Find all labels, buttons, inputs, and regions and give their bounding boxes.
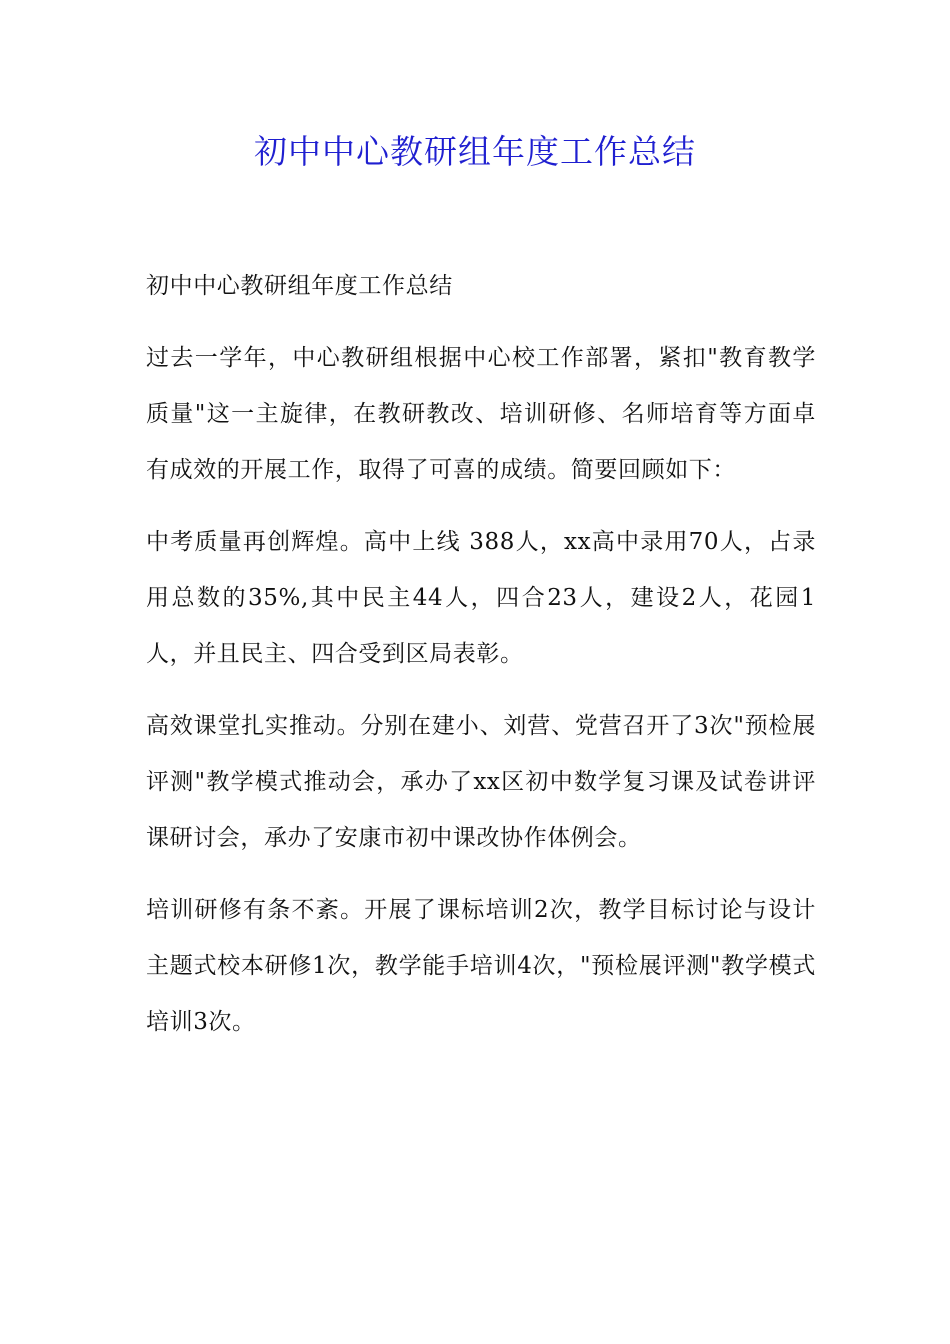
paragraph-training: 培训研修有条不紊。开展了课标培训2次，教学目标讨论与设计主题式校本研修1次，教学能手培训4次，"预检展评测"教学模式培训3次。 xyxy=(146,897,816,1035)
paragraph-exam-quality: 中考质量再创辉煌。高中上线 388人，xx高中录用70人，占录用总数的35%,其中民主44人，四合23人，建设2人，花园1人，并且民主、四合受到区局表彰。 xyxy=(146,529,816,667)
document-title: 初中中心教研组年度工作总结 xyxy=(254,132,696,171)
document-subtitle: 初中中心教研组年度工作总结 xyxy=(146,273,453,299)
paragraph-intro: 过去一学年，中心教研组根据中心校工作部署，紧扣"教育教学质量"这一主旋律，在教研教改、培训研修、名师培育等方面卓有成效的开展工作，取得了可喜的成绩。简要回顾如下： xyxy=(146,345,816,483)
paragraph-efficient-classroom: 高效课堂扎实推动。分别在建小、刘营、党营召开了3次"预检展评测"教学模式推动会，承办了xx区初中数学复习课及试卷讲评课研讨会，承办了安康市初中课改协作体例会。 xyxy=(146,713,816,851)
document-body xyxy=(146,258,816,1066)
